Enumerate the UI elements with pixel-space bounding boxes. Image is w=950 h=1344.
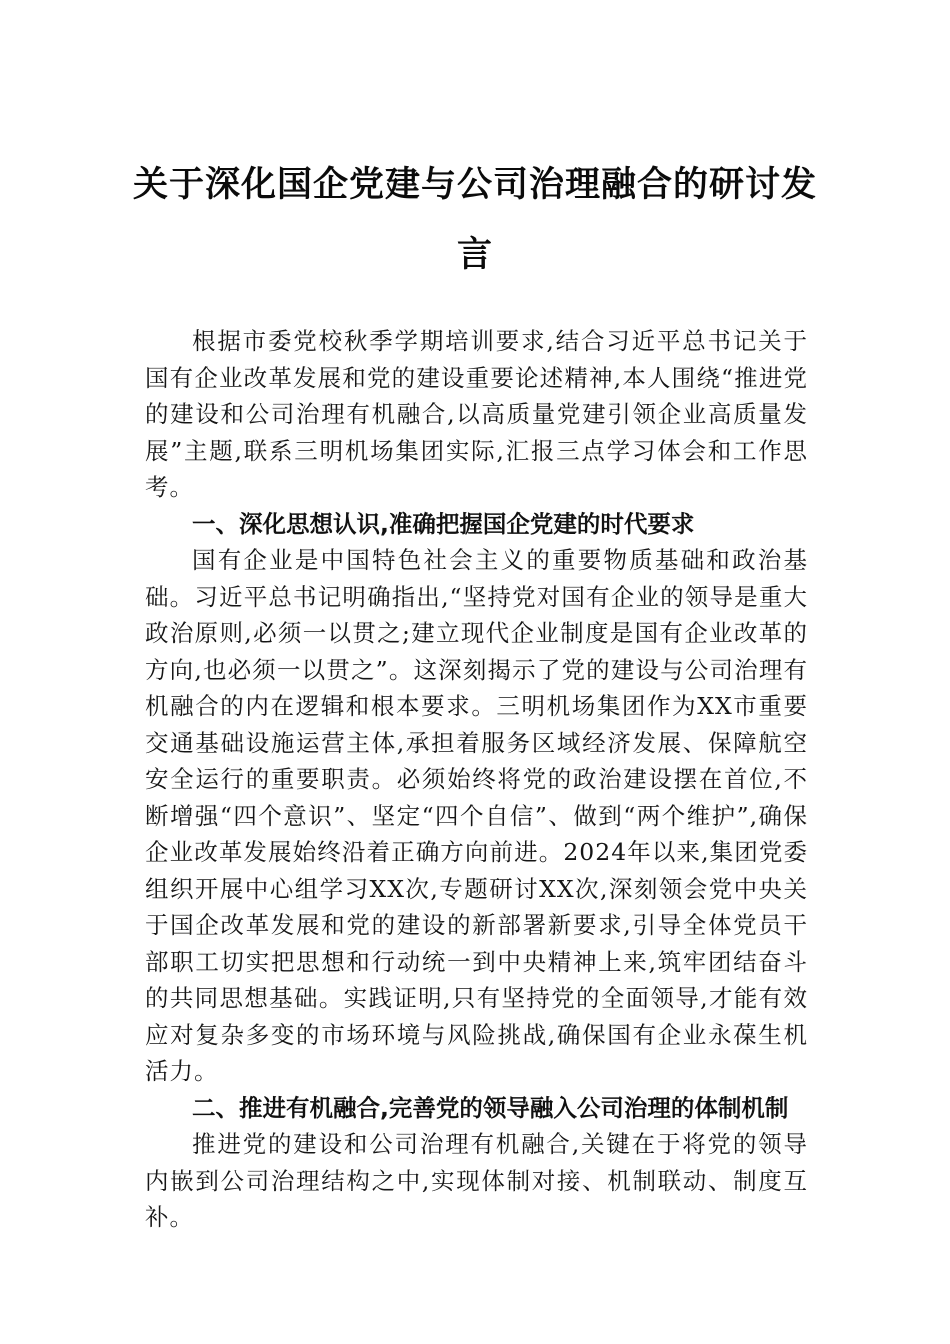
document-body (145, 323, 808, 1236)
document-title: 关于深化国企党建与公司治理融合的研讨发言 (132, 164, 817, 275)
section-1-paragraph: 国有企业是中国特色社会主义的重要物质基础和政治基础。习近平总书记明确指出,“坚持党对国有企业的领导是重大政治原则,必须一以贯之;建立现代企业制度是国有企业改革的方向,也必须一以贯之”。这深刻揭示了党的建设与公司治理有机融合的内在逻辑和根本要求。三明机场集团作为XX市重要交通基础设施运营主体,承担着服务区域经济发展、保障航空安全运行的重要职责。必须始终将党的政治建设摆在首位,不断增强“四个意识”、坚定“四个自信”、做到“两个维护”,确保企业改革发展始终沿着正确方向前进。2024年以来,集团党委组织开展中心组学习XX次,专题研讨XX次,深刻领会党中央关于国企改革发展和党的建设的新部署新要求,引导全体党员干部职工切实把思想和行动统一到中央精神上来,筑牢团结奋斗的共同思想基础。实践证明,只有坚持党的全面领导,才能有效应对复杂多变的市场环境与风险挑战,确保国有企业永葆生机活力。 (145, 546, 808, 1085)
section-2-paragraph: 推进党的建设和公司治理有机融合,关键在于将党的领导内嵌到公司治理结构之中,实现体制对接、机制联动、制度互补。 (145, 1130, 808, 1231)
section-heading-2: 二、推进有机融合,完善党的领导融入公司治理的体制机制 (192, 1093, 789, 1122)
section-heading-1: 一、深化思想认识,准确把握国企党建的时代要求 (192, 509, 695, 538)
intro-paragraph: 根据市委党校秋季学期培训要求,结合习近平总书记关于国有企业改革发展和党的建设重要论述精神,本人围绕“推进党的建设和公司治理有机融合,以高质量党建引领企业高质量发展”主题,联系三明机场集团实际,汇报三点学习体会和工作思考。 (145, 327, 808, 501)
